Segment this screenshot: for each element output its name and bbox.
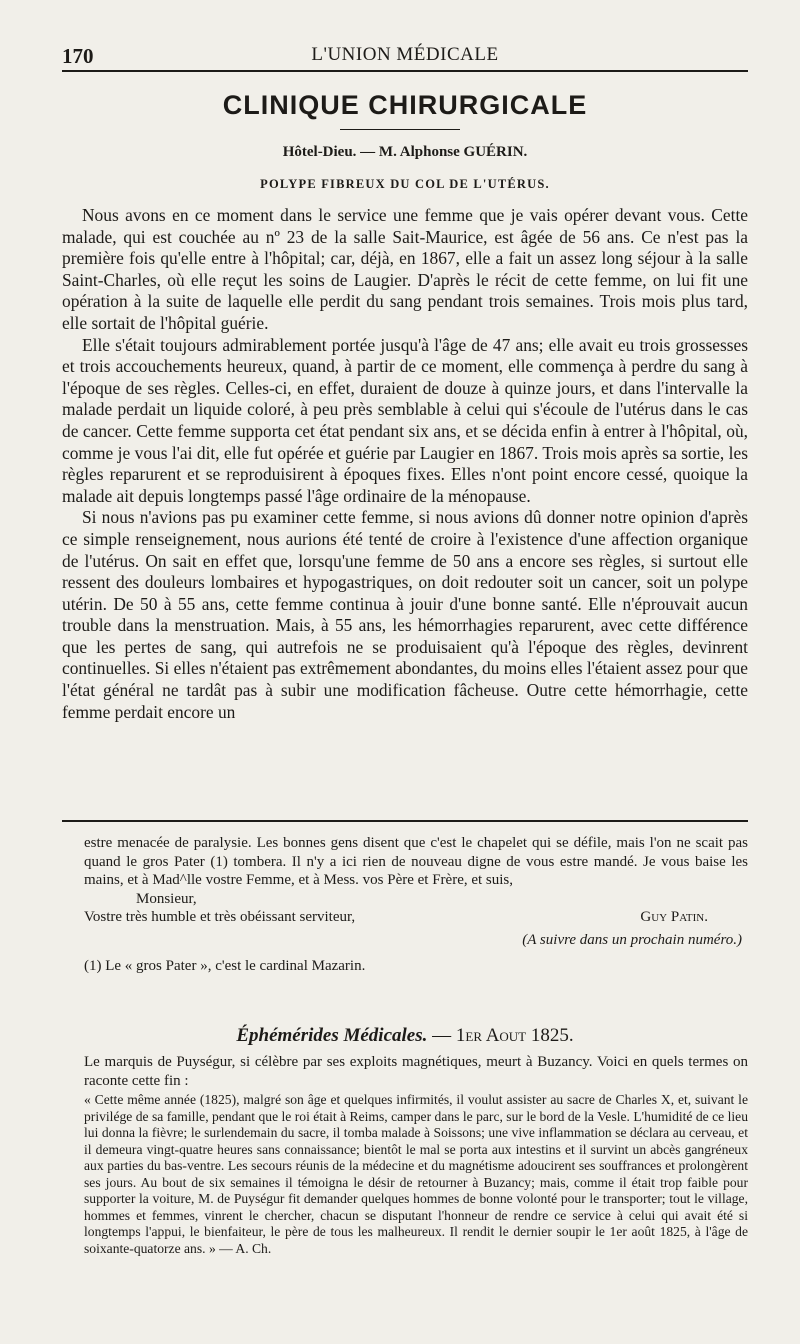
- article-paragraph-2: Elle s'était toujours admirablement portée jusqu'à l'âge de 47 ans; elle avait eu trois grossesses et trois accouchements heureux, quand, à partir de ce moment, elle commença à perdre du sang à l'époque de ses règles. Celles-ci, en effet, duraient de douze à quinze jours, et dans l'intervalle la malade perdait un liquide coloré, à peu près semblable à celui qui s'écoule de l'utérus dans le cas de cancer. Cette femme supporta cet état pendant six ans, et se décida enfin à entrer à l'hôpital, où, comme je vous l'ai dit, elle fut opérée et guérie par Laugier en 1867. Trois mois après sa sortie, les règles reparurent et se reproduisirent à époques fixes. Elles n'ont point encore cessé, quoique la malade ait depuis longtemps passé l'âge ordinaire de la ménopause.: [62, 334, 748, 506]
- ephemerides-date: — 1er Aout 1825.: [432, 1025, 574, 1046]
- article-paragraph-1: Nous avons en ce moment dans le service une femme que je vais opérer devant vous. Cette malade, qui est couchée au nº 23 de la salle Sait-Maurice, est âgée de 56 ans. Ce n'est pas la première fois qu'elle entre à l'hôpital; car, déjà, en 1867, elle a fait un assez long séjour à la salle Saint-Charles, où elle reçut les soins de Laugier. D'après le récit de cette femme, on lui fit une opération à la suite de laquelle elle perdit du sang pendant trois semaines. Trois mois plus tard, elle sortait de l'hôpital guérie.: [62, 205, 748, 333]
- to-be-continued-note: (A suivre dans un prochain numéro.): [522, 931, 742, 948]
- article-body: [62, 205, 748, 723]
- section-divider: [62, 820, 748, 822]
- ephemerides-intro: Le marquis de Puységur, si célèbre par ses exploits magnétiques, meurt à Buzancy. Voici en quels termes on raconte cette fin :: [84, 1054, 748, 1089]
- header-rule: [62, 70, 748, 72]
- letter-closing: Vostre très humble et très obéissant serviteur,: [84, 909, 356, 925]
- article-paragraph-3: Si nous n'avions pas pu examiner cette femme, si nous avions dû donner notre opinion d'après ce simple renseignement, nous aurions été tenté de croire à l'existence d'une affection organique de l'utérus. On sait en effet que, lorsqu'une femme de 50 ans a encore ses règles, si surtout elle ressent des douleurs lombaires et hypogastriques, on doit redouter soit un cancer, soit un polype utérin. De 50 à 55 ans, cette femme continua à jouir d'une bonne santé. Elle n'éprouvait aucun trouble dans la menstruation. Mais, à 55 ans, les hémorrhagies reparurent, avec cette différence que les pertes de sang, qui autrefois ne se produisaient qu'à l'époque des règles, devinrent continuelles. Si elles n'étaient pas extrêmement abondantes, du moins elles l'étaient assez pour que l'état général ne tardât pas à subir une modification fâcheuse. Outre cette hémorrhagie, cette femme perdait encore un: [62, 507, 748, 722]
- section-title: CLINIQUE CHIRURGICALE: [222, 90, 588, 120]
- ephemerides-heading: [62, 1025, 748, 1047]
- journal-title: L'UNION MÉDICALE: [311, 44, 499, 65]
- title-rule: [340, 129, 460, 130]
- ephemerides-quote-block: [84, 1092, 748, 1257]
- running-head: [62, 40, 748, 72]
- ephemerides-quote: « Cette même année (1825), malgré son âge et quelques infirmités, il voulut assister au sacre de Charles X, et, suivant le privilége de sa famille, pendant que le roi était à Reims, camper dans le parc, sur le bord de la Vesle. L'humidité de ce lieu lui donna la fièvre; le surlendemain du sacre, il tomba malade à Soissons; une vive inflammation se déclara au cerveau, et il demeura vingt-quatre heures sans connaissance; bientôt le mal se porta aux intestins et il survint un abcès gangréneux aux parties du bas-ventre. Les secours réunis de la médecine et du magnétisme adoucirent ses souffrances et prolongèrent ses jours. Au bout de six semaines il témoigna le désir de retourner à Buzancy; mais, comme il était trop faible pour supporter la voiture, M. de Puységur fit demander quelques hommes de bonne volonté pour le transporter; tout le village, hommes et femmes, vinrent le chercher, chacun se disputant l'honneur de rendre ce service à celui qui avait été si longtemps l'appui, le bienfaiteur, le père de tous les malheureux. Il rendit le dernier soupir le 1er août 1825, à l'âge de soixante-quatorze ans. » — A. Ch.: [84, 1092, 748, 1256]
- letter-paragraph: estre menacée de paralysie. Les bonnes gens disent que c'est le chapelet qui se défile, mais l'on ne scait pas quand le gros Pater (1) tombera. Il n'y a ici rien de nouveau digne de vous estre mandé. Je vous baise les mains, et à Mad^lle vostre Femme, et à Mess. vos Père et Frère, et suis,: [84, 835, 748, 888]
- ephemerides-intro-block: [84, 1053, 748, 1090]
- letter-continuation: [84, 834, 748, 976]
- letter-salutation: Monsieur,: [136, 890, 197, 907]
- hospital-line: Hôtel-Dieu. — M. Alphonse GUÉRIN.: [282, 144, 528, 160]
- article-subtitle: POLYPE FIBREUX DU COL DE L'UTÉRUS.: [260, 177, 550, 191]
- letter-signature: Guy Patin.: [640, 909, 708, 925]
- ephemerides-title: Éphémérides Médicales.: [236, 1025, 428, 1046]
- footnote: (1) Le « gros Pater », c'est le cardinal Mazarin.: [84, 958, 366, 974]
- signature-line: [84, 908, 748, 927]
- page-number: 170: [62, 44, 94, 68]
